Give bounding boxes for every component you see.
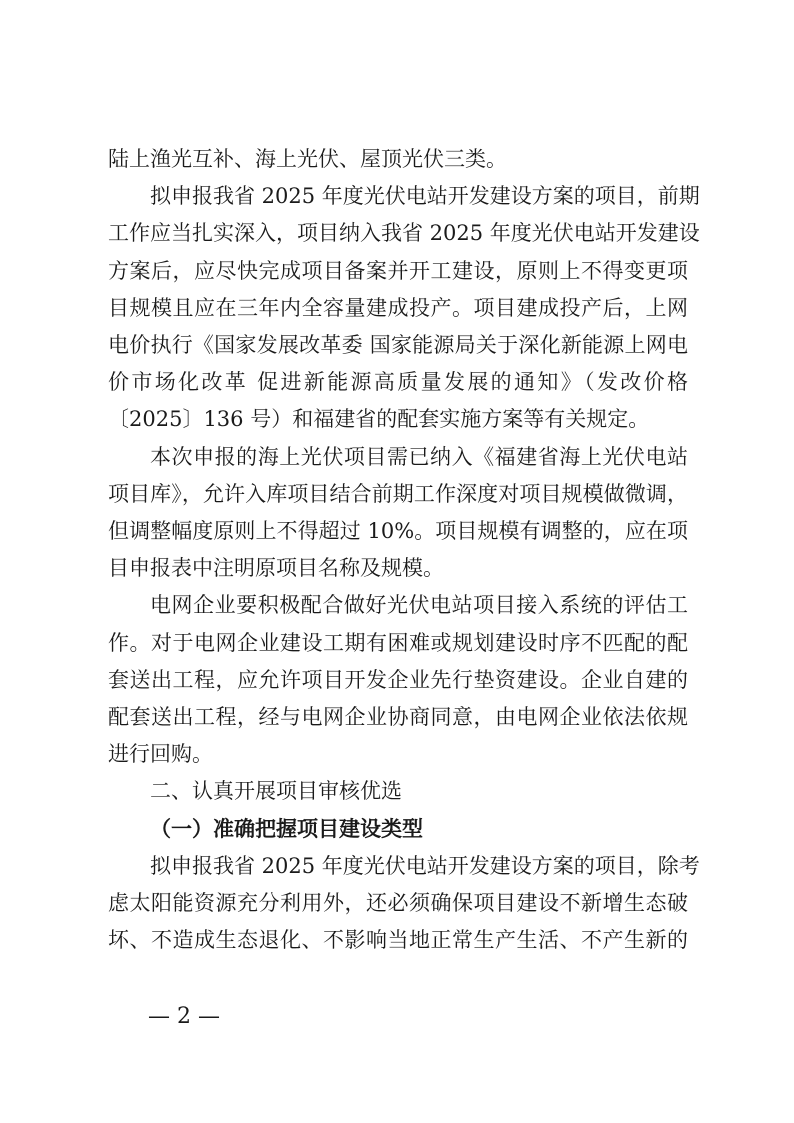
paragraph-line: 套送出工程，应允许项目开发企业先行垫资建设。企业自建的 [108,667,688,692]
paragraph-line: 拟申报我省 2025 年度光伏电站开发建设方案的项目，前期 [150,184,700,209]
paragraph-line: 项目库》，允许入库项目结合前期工作深度对项目规模做微调， [108,481,688,506]
paragraph-line: 坏、不造成生态退化、不影响当地正常生产生活、不产生新的 [108,928,688,953]
paragraph-line: 〔2025〕136 号）和福建省的配套实施方案等有关规定。 [108,407,650,432]
paragraph-line: 目申报表中注明原项目名称及规模。 [108,556,444,581]
page-number: — 2 — [148,1004,220,1029]
paragraph-line: 配套送出工程，经与电网企业协商同意，由电网企业依法依规 [108,705,688,729]
paragraph-line: 拟申报我省 2025 年度光伏电站开发建设方案的项目，除考 [150,853,700,878]
subsection-heading: （一）准确把握项目建设类型 [150,816,423,841]
paragraph-line: 电价执行《国家发展改革委 国家能源局关于深化新能源上网电 [108,333,688,357]
paragraph-line: 价市场化改革 促进新能源高质量发展的通知》（发改价格 [108,370,688,395]
section-heading: 二、认真开展项目审核优选 [150,779,402,804]
paragraph-line: 工作应当扎实深入，项目纳入我省 2025 年度光伏电站开发建设 [108,221,700,246]
paragraph-line: 但调整幅度原则上不得超过 10%。项目规模有调整的，应在项 [108,519,688,543]
paragraph-line: 本次申报的海上光伏项目需已纳入《福建省海上光伏电站 [150,444,688,469]
paragraph-line: 作。对于电网企业建设工期有困难或规划建设时序不匹配的配 [108,630,688,655]
paragraph-line: 目规模且应在三年内全容量建成投产。项目建成投产后，上网 [108,295,688,320]
paragraph-line: 陆上渔光互补、海上光伏、屋顶光伏三类。 [108,147,507,171]
paragraph-line: 电网企业要积极配合做好光伏电站项目接入系统的评估工 [150,593,688,618]
paragraph-line: 进行回购。 [108,742,213,767]
paragraph-line: 虑太阳能资源充分利用外，还必须确保项目建设不新增生态破 [108,891,688,915]
paragraph-line: 方案后，应尽快完成项目备案并开工建设，原则上不得变更项 [108,258,688,283]
